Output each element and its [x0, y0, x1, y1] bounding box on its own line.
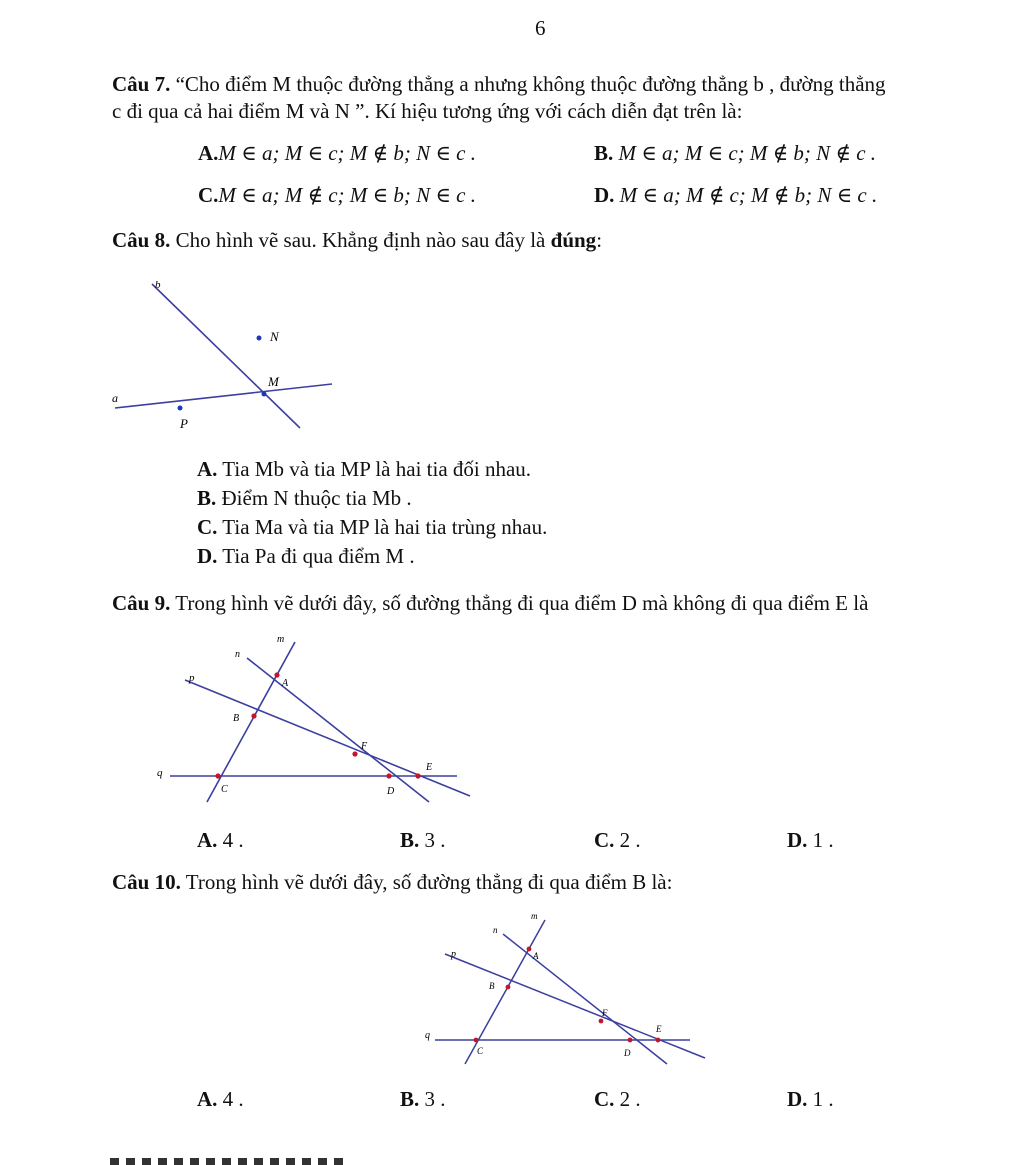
point-m — [262, 392, 267, 397]
line-a — [115, 384, 332, 408]
q10-question — [112, 870, 672, 895]
label-e: E — [426, 762, 433, 773]
q7-option-a — [198, 141, 476, 166]
label-a: a — [112, 391, 118, 405]
option-key: A. — [197, 1087, 218, 1111]
q10-label: Câu 10. — [112, 870, 181, 894]
q8-option-c — [197, 515, 547, 540]
option-key: A. — [198, 141, 219, 165]
q7-label: Câu 7. — [112, 72, 171, 96]
q9-text: Trong hình vẽ dưới đây, số đường thẳng đi qua điểm D mà không đi qua điểm E là — [175, 591, 869, 615]
label-q: q — [425, 1030, 430, 1041]
label-p: p — [189, 672, 195, 684]
point-e — [415, 773, 420, 778]
point-p — [178, 406, 183, 411]
option-key: B. — [400, 828, 420, 852]
label-q: q — [157, 767, 163, 779]
option-key: C. — [197, 515, 218, 539]
q8-figure — [100, 268, 350, 443]
point-d — [628, 1038, 633, 1043]
label-n: n — [493, 925, 498, 935]
label-m: M — [268, 374, 279, 389]
label-c: C — [221, 784, 228, 795]
option-text: M ∈ a; M ∉ c; M ∉ b; N ∈ c . — [619, 183, 878, 207]
line-n — [503, 934, 667, 1064]
label-b: B — [233, 713, 240, 724]
label-n: N — [270, 329, 279, 344]
q7-text-line1: “Cho điểm M thuộc đường thẳng a nhưng không thuộc đường thẳng b , đường thẳng — [175, 72, 886, 96]
option-key: D. — [787, 828, 808, 852]
q7-text-line2: c đi qua cả hai điểm M và N ”. Kí hiệu tương ứng với cách diễn đạt trên là: — [112, 99, 743, 123]
option-text: 4 . — [222, 1087, 244, 1111]
line-b — [152, 284, 300, 428]
option-text: Tia Mb và tia MP là hai tia đối nhau. — [222, 457, 532, 481]
q8-option-d — [197, 544, 415, 569]
q8-colon: : — [596, 228, 603, 252]
q7-option-b — [594, 141, 876, 166]
point-f — [599, 1019, 604, 1024]
q7-line1 — [112, 72, 886, 97]
q9-option-a — [197, 828, 244, 853]
option-text: M ∈ a; M ∉ c; M ∈ b; N ∈ c . — [218, 183, 476, 207]
point-c — [474, 1038, 479, 1043]
line-p — [445, 954, 705, 1058]
label-f: F — [602, 1008, 608, 1018]
q10-option-a — [197, 1087, 244, 1112]
point-b — [251, 713, 256, 718]
option-text: 1 . — [812, 828, 834, 852]
q8-option-b — [197, 486, 412, 511]
q8-emph: đúng — [550, 228, 597, 252]
label-d: D — [387, 786, 395, 797]
label-m: m — [277, 634, 285, 645]
option-key: B. — [594, 141, 614, 165]
option-text: 2 . — [619, 1087, 641, 1111]
option-text: Tia Ma và tia MP là hai tia trùng nhau. — [222, 515, 548, 539]
line-m — [207, 642, 295, 802]
cut-off-heading — [110, 1158, 350, 1165]
option-text: Điểm N thuộc tia Mb . — [221, 486, 412, 510]
point-b — [506, 985, 511, 990]
option-key: A. — [197, 457, 218, 481]
q9-question — [112, 591, 868, 616]
point-e — [656, 1038, 661, 1043]
option-text: Tia Pa đi qua điểm M . — [222, 544, 415, 568]
option-key: A. — [197, 828, 218, 852]
q8-option-a — [197, 457, 531, 482]
option-key: D. — [787, 1087, 808, 1111]
option-text: 3 . — [424, 828, 446, 852]
option-key: C. — [198, 183, 219, 207]
q10-figure — [415, 908, 715, 1068]
q8-text: Cho hình vẽ sau. Khẳng định nào sau đây là — [175, 228, 546, 252]
label-b: b — [155, 279, 161, 291]
line-m — [465, 920, 545, 1064]
point-c — [215, 773, 220, 778]
point-a — [527, 947, 532, 952]
q10-text: Trong hình vẽ dưới đây, số đường thẳng đi qua điểm B là: — [185, 870, 673, 894]
label-b: B — [489, 981, 495, 991]
page-number: 6 — [535, 16, 546, 40]
q9-figure — [145, 630, 475, 805]
option-key: B. — [400, 1087, 420, 1111]
point-d — [386, 773, 391, 778]
q7-option-c — [198, 183, 476, 208]
q8-label: Câu 8. — [112, 228, 171, 252]
label-n: n — [235, 649, 240, 660]
option-text: M ∈ a; M ∈ c; M ∉ b; N ∈ c . — [218, 141, 476, 165]
option-text: 2 . — [619, 828, 641, 852]
option-key: D. — [594, 183, 615, 207]
option-key: C. — [594, 828, 615, 852]
q9-option-d — [787, 828, 834, 853]
line-p — [185, 680, 470, 796]
q10-option-c — [594, 1087, 641, 1112]
q7-option-d — [594, 183, 877, 208]
label-d: D — [624, 1048, 631, 1058]
label-c: C — [477, 1046, 484, 1056]
label-p: p — [451, 949, 456, 960]
option-key: C. — [594, 1087, 615, 1111]
option-key: B. — [197, 486, 217, 510]
q9-label: Câu 9. — [112, 591, 171, 615]
point-a — [274, 672, 279, 677]
line-n — [247, 658, 429, 802]
label-a: A — [282, 678, 289, 689]
option-text: M ∈ a; M ∈ c; M ∉ b; N ∉ c . — [618, 141, 877, 165]
option-text: 1 . — [812, 1087, 834, 1111]
option-text: 3 . — [424, 1087, 446, 1111]
label-e: E — [656, 1024, 662, 1034]
label-a: A — [533, 951, 539, 961]
q8-question — [112, 228, 602, 253]
option-text: 4 . — [222, 828, 244, 852]
label-f: F — [361, 741, 368, 752]
option-key: D. — [197, 544, 218, 568]
point-n — [257, 336, 262, 341]
q9-option-b — [400, 828, 446, 853]
label-m: m — [531, 911, 538, 921]
q10-option-d — [787, 1087, 834, 1112]
label-p: P — [180, 416, 188, 431]
q9-option-c — [594, 828, 641, 853]
point-f — [352, 751, 357, 756]
q10-option-b — [400, 1087, 446, 1112]
